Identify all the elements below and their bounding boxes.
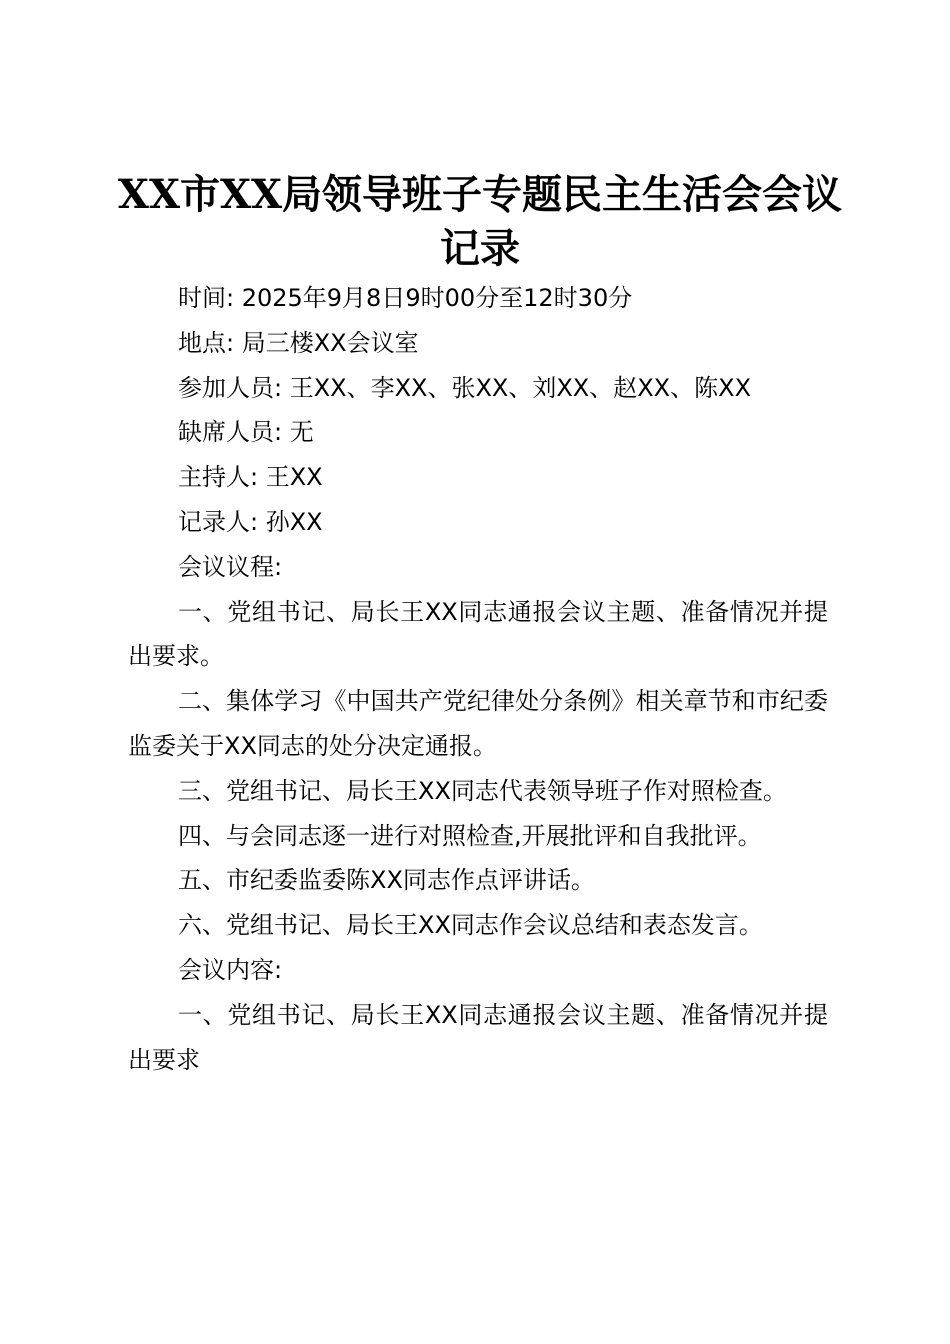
agenda-item: 五、市纪委监委陈XX同志作点评讲话。 xyxy=(178,866,595,895)
agenda-item: 二、集体学习《中国共产党纪律处分条例》相关章节和市纪委监委关于XX同志的处分决定通报。 xyxy=(128,687,828,760)
meeting-attendees: 参加人员: 王XX、李XX、张XX、刘XX、赵XX、陈XX xyxy=(178,373,752,402)
meeting-recorder: 记录人: 孙XX xyxy=(178,507,323,536)
content-heading: 会议内容: xyxy=(178,955,283,984)
meeting-location: 地点: 局三楼XX会议室 xyxy=(178,328,419,357)
meeting-absent: 缺席人员: 无 xyxy=(178,418,314,447)
meeting-time: 时间: 2025年9月8日9时00分至12时30分 xyxy=(178,284,633,312)
meeting-host: 主持人: 王XX xyxy=(178,463,323,492)
agenda-item: 六、党组书记、局长王XX同志作会议总结和表态发言。 xyxy=(178,911,763,940)
document-body xyxy=(128,276,828,1082)
content-item: 一、党组书记、局长王XX同志通报会议主题、准备情况并提出要求 xyxy=(128,1000,828,1074)
document-title: XX市XX局领导班子专题民主生活会会议记录 xyxy=(117,171,843,272)
agenda-item: 四、与会同志逐一进行对照检查,开展批评和自我批评。 xyxy=(178,821,762,850)
agenda-item: 三、党组书记、局长王XX同志代表领导班子作对照检查。 xyxy=(178,776,787,805)
agenda-heading: 会议议程: xyxy=(178,552,283,581)
agenda-item: 一、党组书记、局长王XX同志通报会议主题、准备情况并提出要求。 xyxy=(128,597,828,671)
